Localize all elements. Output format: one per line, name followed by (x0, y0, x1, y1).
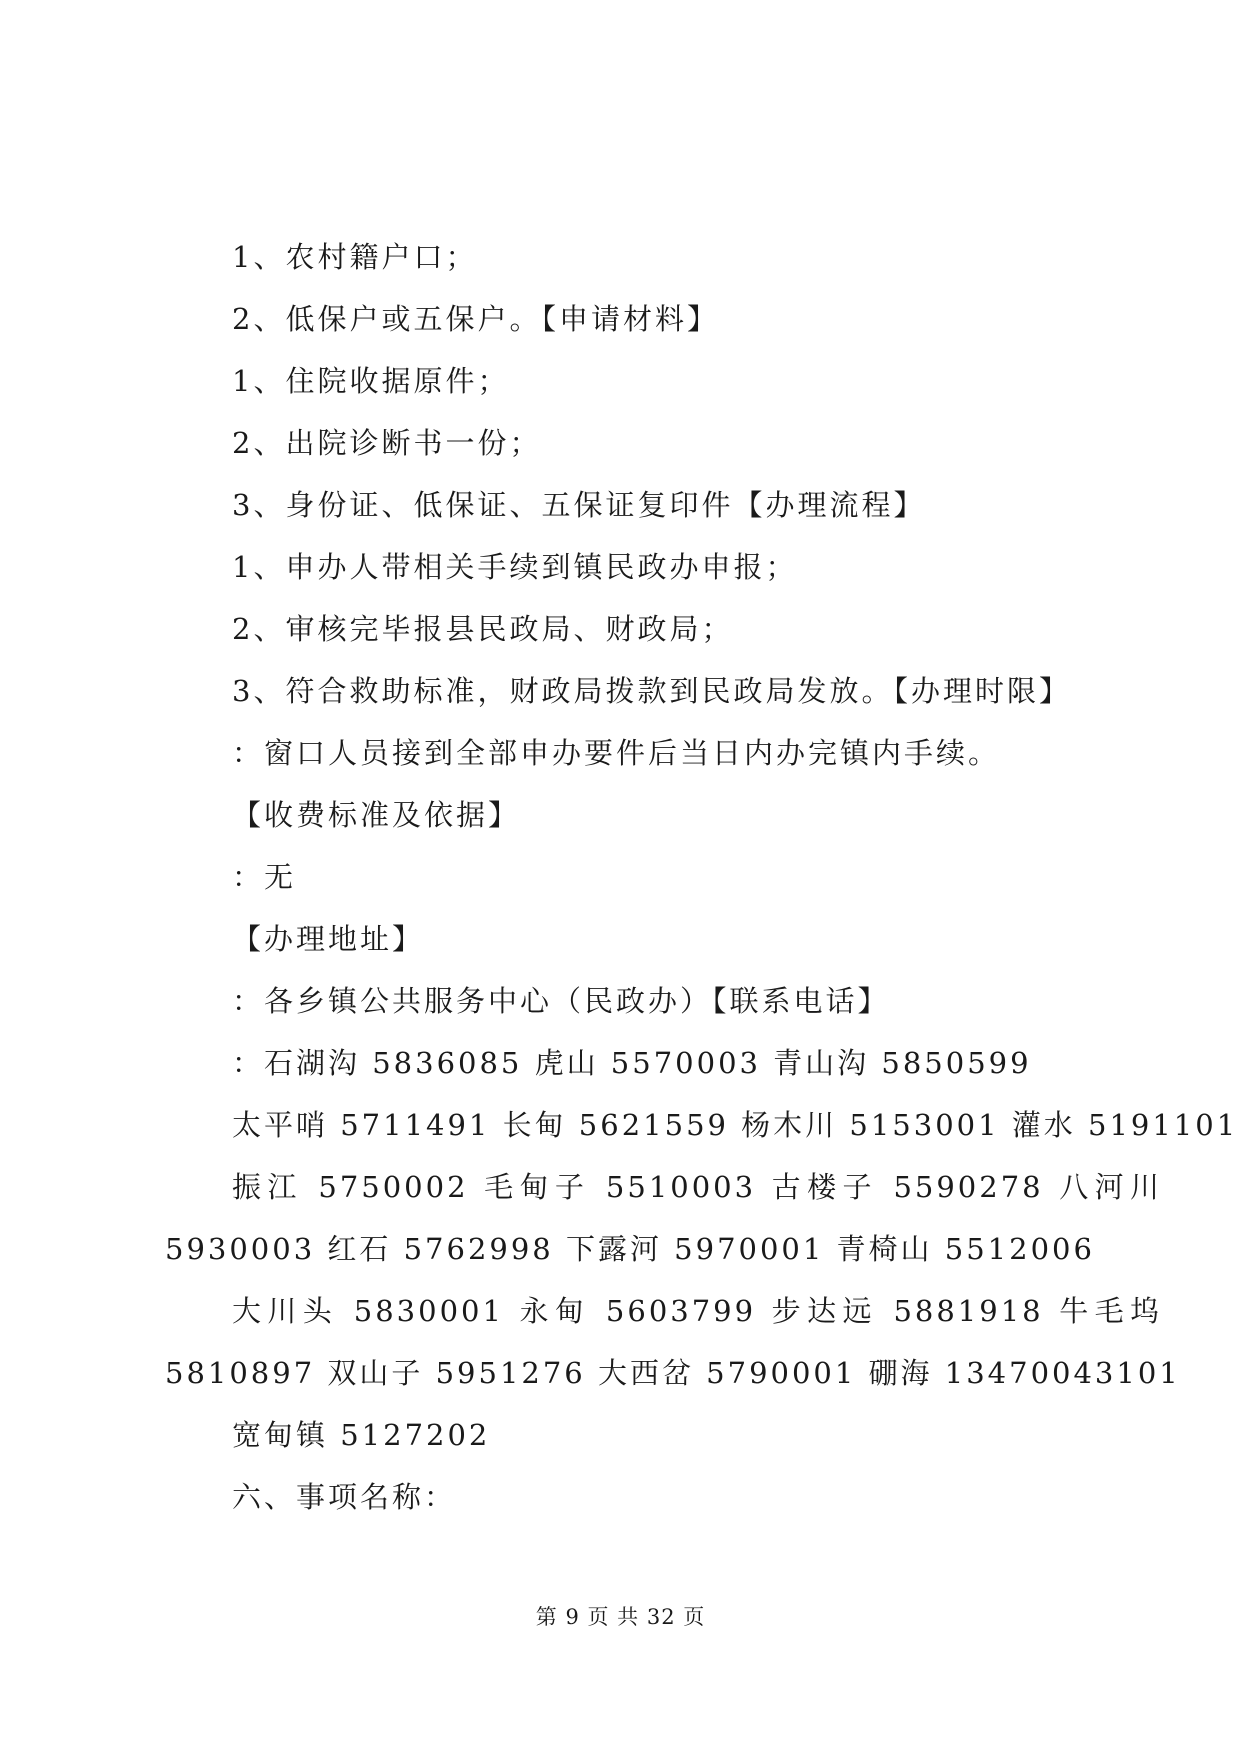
text-line-9: ：窗口人员接到全部申办要件后当日内办完镇内手续。 (232, 736, 1001, 770)
text-line-17: 5930003 红石 5762998 下露河 5970001 青椅山 5512006 (165, 1232, 1095, 1266)
text-line-7: 2、审核完毕报县民政局、财政局； (232, 612, 734, 646)
text-line-15: 太平哨 5711491 长甸 5621559 杨木川 5153001 灌水 5191101 (232, 1108, 1239, 1142)
text-line-21: 六、事项名称： (232, 1480, 457, 1514)
text-line-6: 1、申办人带相关手续到镇民政办申报； (232, 550, 798, 584)
text-line-14: ：石湖沟 5836085 虎山 5570003 青山沟 5850599 (232, 1046, 1032, 1080)
text-line-12: 【办理地址】 (232, 922, 425, 956)
text-line-3: 1、住院收据原件； (232, 364, 510, 398)
text-line-10: 【收费标准及依据】 (232, 798, 521, 832)
text-line-20: 宽甸镇 5127202 (232, 1418, 491, 1452)
text-line-11: ：无 (232, 860, 297, 894)
text-line-16: 振江 5750002 毛甸子 5510003 古楼子 5590278 八河川 (232, 1170, 1162, 1204)
page-number-footer: 第 9 页 共 32 页 (535, 1605, 706, 1629)
text-line-13: ：各乡镇公共服务中心（民政办）【联系电话】 (232, 984, 890, 1018)
text-line-4: 2、出院诊断书一份； (232, 426, 542, 460)
text-line-8: 3、符合救助标准，财政局拨款到民政局发放。【办理时限】 (232, 674, 1071, 708)
text-line-5: 3、身份证、低保证、五保证复印件【办理流程】 (232, 488, 926, 522)
text-line-1: 1、农村籍户口； (232, 240, 478, 274)
text-line-2: 2、低保户或五保户。【申请材料】 (232, 302, 719, 336)
text-line-18: 大川头 5830001 永甸 5603799 步达远 5881918 牛毛坞 (232, 1294, 1162, 1328)
text-line-19: 5810897 双山子 5951276 大西岔 5790001 硼海 13470043101 (165, 1356, 1181, 1390)
